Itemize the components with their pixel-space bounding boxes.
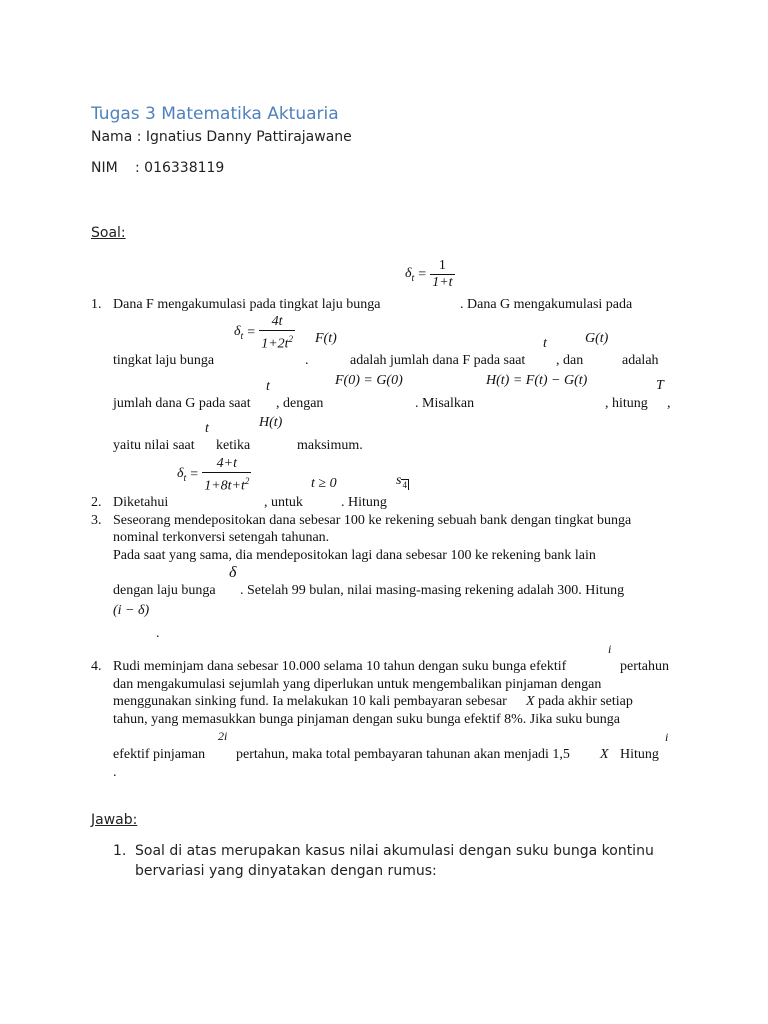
formula-t-1: t [543,336,547,351]
item-1-line2-e: adalah [622,353,659,368]
item-4-number: 4. [91,659,102,674]
item-1-line2-d: , dan [556,353,584,368]
item-1-line3-a: jumlah dana G pada saat [113,396,251,411]
formula-i-1: i [608,642,612,656]
formula-Gt: G(t) [585,331,609,346]
item-3-line5: . [156,626,160,641]
item-1-line4-c: maksimum. [297,438,363,453]
item-1-line1-b: . Dana G mengakumulasi pada [460,297,633,312]
item-1-line3-d: , hitung [605,396,648,411]
jawab-heading: Jawab: [91,812,138,828]
formula-i-minus-delta: (i − δ) [113,603,150,618]
item-4-line5-b: pertahun, maka total pembayaran tahunan akan menjadi 1,5 [236,747,570,762]
formula-X-1: X [526,694,535,709]
formula-Ht: H(t) [259,415,283,430]
item-2-a: Diketahui [113,495,169,510]
item-1-line1-a: Dana F mengakumulasi pada tingkat laju bunga [113,297,381,312]
item-4-line5-c: Hitung [620,747,659,762]
item-1-line2-a: tingkat laju bunga [113,353,215,368]
item-3-line3: Pada saat yang sama, dia mendepositokan lagi dana sebesar 100 ke rekening bank lain [113,548,596,563]
nim-label: NIM [91,160,118,176]
formula-2i: 2i [218,729,228,743]
item-1-line4-b: ketika [216,438,251,453]
document-title: Tugas 3 Matematika Aktuaria [91,104,339,124]
item-1-number: 1. [91,297,102,312]
formula-F0-G0: F(0) = G(0) [335,373,403,388]
item-1-line3-c: . Misalkan [415,396,475,411]
item-2-c: . Hitung [341,495,387,510]
item-1-line3-b: , dengan [276,396,324,411]
item-1-line4-a: yaitu nilai saat [113,438,195,453]
formula-i-2: i [665,730,669,744]
formula-X-2: X [600,747,609,762]
item-4-line3-a: menggunakan sinking fund. Ia melakukan 10 kali pembayaran sebesar [113,694,507,709]
item-4-line3-b: pada akhir setiap [538,694,633,709]
item-3-line1: Seseorang mendepositokan dana sebesar 100 ke rekening sebuah bank dengan tingkat bunga [113,513,632,528]
item-2-number: 2. [91,495,102,510]
jawab-line2: bervariasi yang dinyatakan dengan rumus: [135,863,437,879]
jawab-item-number: 1. [113,843,127,859]
formula-delta-3: δ [229,564,237,581]
item-1-line2-c: adalah jumlah dana F pada saat [350,353,526,368]
formula-delta-f: $\delta_t$ = $\frac{1}{1+t}$ [405,258,453,290]
formula-Ft: F(t) [315,331,337,346]
formula-delta-g: $\delta_t$ = $\frac{4t}{1+2t^2}$ [234,314,294,352]
formula-t-ge-0: t ≥ 0 [311,476,337,491]
formula-delta-2: $\delta_t$ = $\frac{4+t}{1+8t+t^2}$ [177,456,250,494]
item-4-line4: tahun, yang memasukkan bunga pinjaman dengan suku bunga efektif 8%. Jika suku bunga [113,712,620,727]
item-4-line1-a: Rudi meminjam dana sebesar 10.000 selama 10 tahun dengan suku bunga efektif [113,659,567,674]
formula-t-3: t [205,421,209,436]
item-4-line5-a: efektif pinjaman [113,747,206,762]
formula-Ht-def: H(t) = F(t) − G(t) [486,373,588,388]
soal-heading: Soal: [91,225,126,241]
item-4-line6: . [113,765,117,780]
item-3-line4-a: dengan laju bunga [113,583,216,598]
formula-T: T [656,378,664,393]
item-3-line4-b: . Setelah 99 bulan, nilai masing-masing rekening adalah 300. Hitung [240,583,625,598]
formula-annuity-s: $s_4$ [396,473,407,490]
formula-t-2: t [266,379,270,394]
student-name: Nama : Ignatius Danny Pattirajawane [91,129,352,145]
item-2-b: , untuk [264,495,303,510]
item-3-line2: nominal terkonversi setengah tahunan. [113,530,330,545]
nim-value: : 016338119 [135,160,225,176]
item-4-line1-b: pertahun [620,659,669,674]
jawab-line1: Soal di atas merupakan kasus nilai akumulasi dengan suku bunga kontinu [135,843,654,859]
item-3-number: 3. [91,513,102,528]
item-1-line3-e: , [667,396,671,411]
item-4-line2: dan mengakumulasi sejumlah yang diperlukan untuk mengembalikan pinjaman dengan [113,677,602,692]
item-1-line2-b: . [305,353,309,368]
